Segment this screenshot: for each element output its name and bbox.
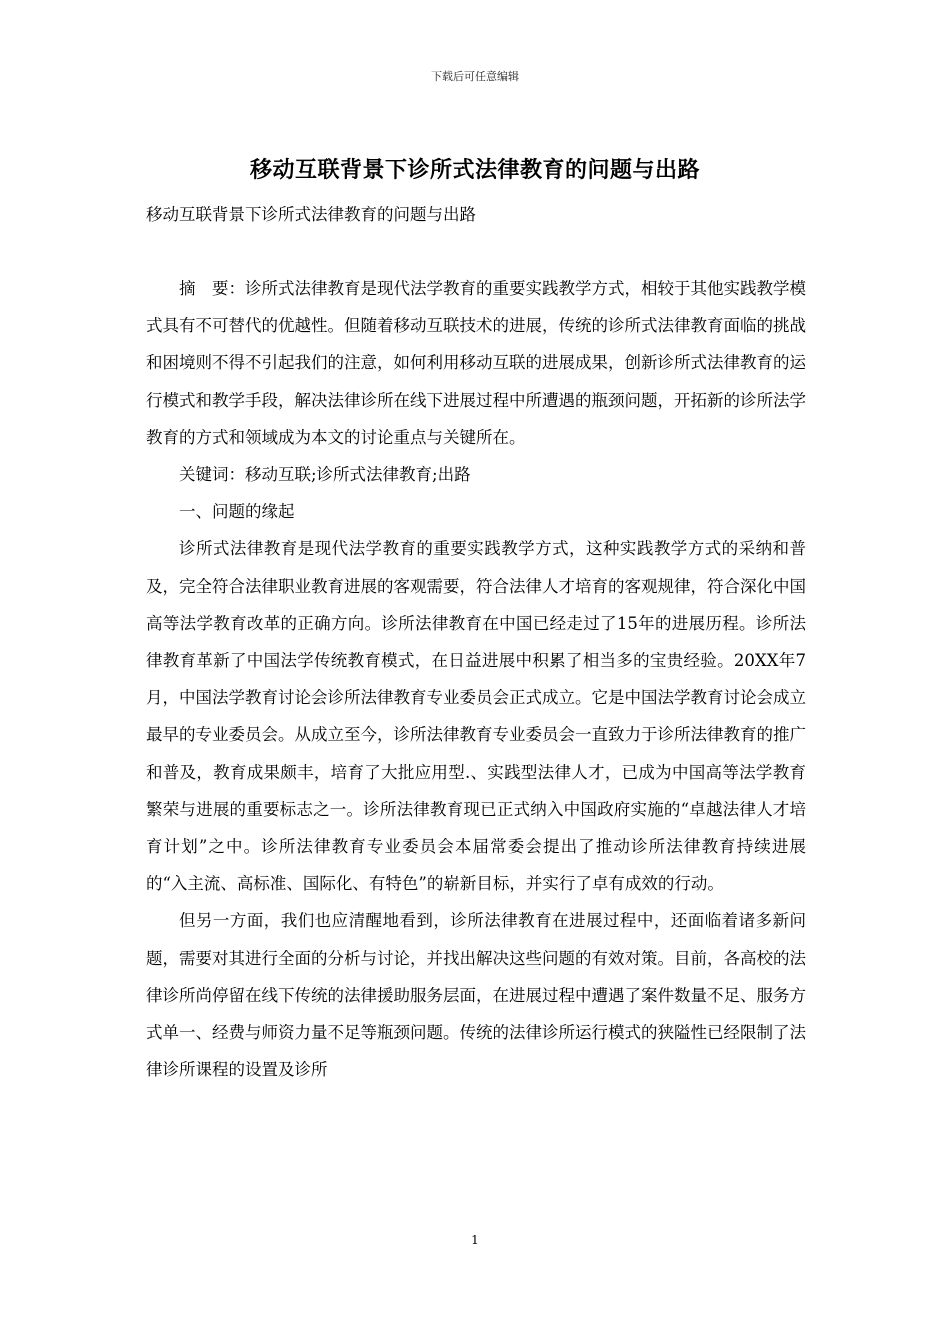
section-heading: 一、问题的缘起 <box>179 502 295 522</box>
body-paragraph: 诊所式法律教育是现代法学教育的重要实践教学方式，这种实践教学方式的采纳和普及，完全符合法律职业教育进展的客观需要，符合法律人才培育的客观规律，符合深化中国高等法学教育改革的正确方向。诊所法律教育在中国已经走过了15年的进展历程。诊所法律教育革新了中国法学传统教育模式，在日益进展中积累了相当多的宝贵经验。20XX年7月，中国法学教育讨论会诊所法律教育专业委员会正式成立。它是中国法学教育讨论会成立最早的专业委员会。从成立至今，诊所法律教育专业委员会一直致力于诊所法律教育的推广和普及，教育成果颇丰，培育了大批应用型.、实践型法律人才，已成为中国高等法学教育繁荣与进展的重要标志之一。诊所法律教育现已正式纳入中国政府实施的“卓越法律人才培育计划”之中。诊所法律教育专业委员会本届常委会提出了推动诊所法律教育持续进展的“入主流、高标准、国际化、有特色”的崭新目标，并实行了卓有成效的行动。 <box>146 539 806 894</box>
page-number: 1 <box>471 1233 479 1247</box>
keywords-paragraph: 关键词：移动互联;诊所式法律教育;出路 <box>179 465 471 485</box>
body-text <box>146 270 806 1088</box>
body-paragraph: 但另一方面，我们也应清醒地看到，诊所法律教育在进展过程中，还面临着诸多新问题，需要对其进行全面的分析与讨论，并找出解决这些问题的有效对策。目前，各高校的法律诊所尚停留在线下传统的法律援助服务层面，在进展过程中遭遇了案件数量不足、服务方式单一、经费与师资力量不足等瓶颈问题。传统的法律诊所运行模式的狭隘性已经限制了法律诊所课程的设置及诊所 <box>146 911 806 1080</box>
document-subtitle: 移动互联背景下诊所式法律教育的问题与出路 <box>146 205 476 224</box>
header-note: 下载后可任意编辑 <box>431 70 519 83</box>
abstract-paragraph: 摘 要：诊所式法律教育是现代法学教育的重要实践教学方式，相较于其他实践教学模式具有不可替代的优越性。但随着移动互联技术的进展，传统的诊所式法律教育面临的挑战和困境则不得不引起我们的注意，如何利用移动互联的进展成果，创新诊所式法律教育的运行模式和教学手段，解决法律诊所在线下进展过程中所遭遇的瓶颈问题，开拓新的诊所法学教育的方式和领域成为本文的讨论重点与关键所在。 <box>146 279 806 447</box>
document-title: 移动互联背景下诊所式法律教育的问题与出路 <box>249 157 700 183</box>
